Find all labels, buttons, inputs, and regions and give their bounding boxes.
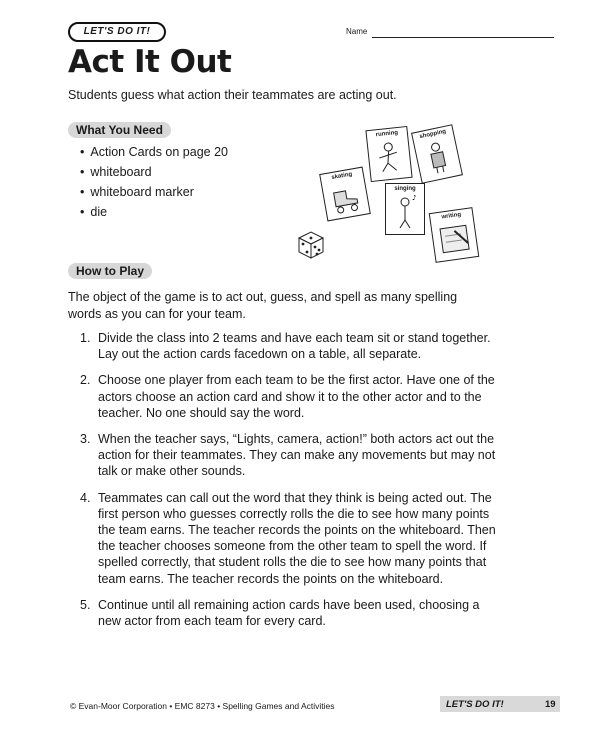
list-item [80, 597, 500, 629]
singing-figure-icon [386, 184, 424, 234]
list-item: • whiteboard marker [80, 182, 228, 202]
singing-card [385, 183, 425, 235]
intro-text: Students guess what action their teammates are acting out. [68, 88, 397, 102]
step-text: When the teacher says, “Lights, camera, action!” both actors act out the action for their teammates. They can make any movements but may not talk or make other sounds. [98, 432, 496, 479]
step-number: 2. [80, 373, 91, 388]
writing-hand-icon [430, 208, 478, 261]
objective-text: The object of the game is to act out, guess, and spell as many spelling words as you can for your team. [68, 290, 458, 321]
footer-brand: LET'S DO IT! [446, 699, 504, 710]
list-item [80, 431, 500, 480]
skate-icon [320, 168, 369, 221]
running-figure-icon [366, 127, 411, 181]
list-item [80, 490, 500, 587]
card-label: shopping [419, 128, 447, 141]
list-item: • whiteboard [80, 162, 228, 182]
name-line [372, 37, 554, 38]
footer-copyright: © Evan-Moor Corporation • EMC 8273 • Spelling Games and Activities [70, 701, 335, 711]
shopping-card [411, 124, 463, 184]
step-text: Continue until all remaining action cards have been used, choosing a new actor from each team for every card. [98, 597, 480, 629]
card-label: writing [441, 211, 462, 221]
svg-text:♪: ♪ [412, 194, 417, 202]
step-number: 1. [80, 331, 91, 345]
die-icon [295, 228, 327, 260]
list-item [80, 330, 500, 362]
writing-card [429, 207, 480, 263]
list-item: • Action Cards on page 20 [80, 142, 228, 162]
card-label: singing [394, 186, 416, 192]
list-item: • die [80, 202, 228, 222]
what-you-need-heading: What You Need [68, 122, 171, 138]
steps-list [80, 330, 500, 639]
how-to-play-heading: How to Play [68, 263, 152, 279]
step-number: 5. [80, 597, 91, 612]
step-number: 4. [80, 490, 91, 505]
shopping-figure-icon [412, 125, 462, 182]
step-text: Teammates can call out the word that they think is being acted out. The first person who guesses correctly rolls the die to see how many points the team earns. The teacher records the points on the whiteboard. Then the teacher chooses someone from the other team to spell the word. If spelled correctly, that student rolls the die to see how many points that team earns. The teacher records the points on the whiteboard. [98, 490, 496, 586]
page-title: Act It Out [68, 44, 232, 80]
lets-do-it-badge: LET'S DO IT! [68, 22, 166, 42]
skating-card [319, 167, 371, 222]
name-label: Name [346, 27, 368, 36]
card-label: running [375, 129, 399, 139]
list-item [80, 372, 500, 421]
step-number: 3. [80, 432, 91, 447]
materials-list [80, 142, 228, 222]
step-text: Divide the class into 2 teams and have each team sit or stand together. Lay out the action cards facedown on a table, all separate. [98, 331, 491, 362]
running-card [365, 126, 412, 182]
card-label: skating [330, 171, 353, 182]
page-number: 19 [545, 699, 556, 710]
step-text: Choose one player from each team to be the first actor. Have one of the actors choose an action card and show it to the other actor and to the teacher. No one should say the word. [98, 373, 495, 420]
